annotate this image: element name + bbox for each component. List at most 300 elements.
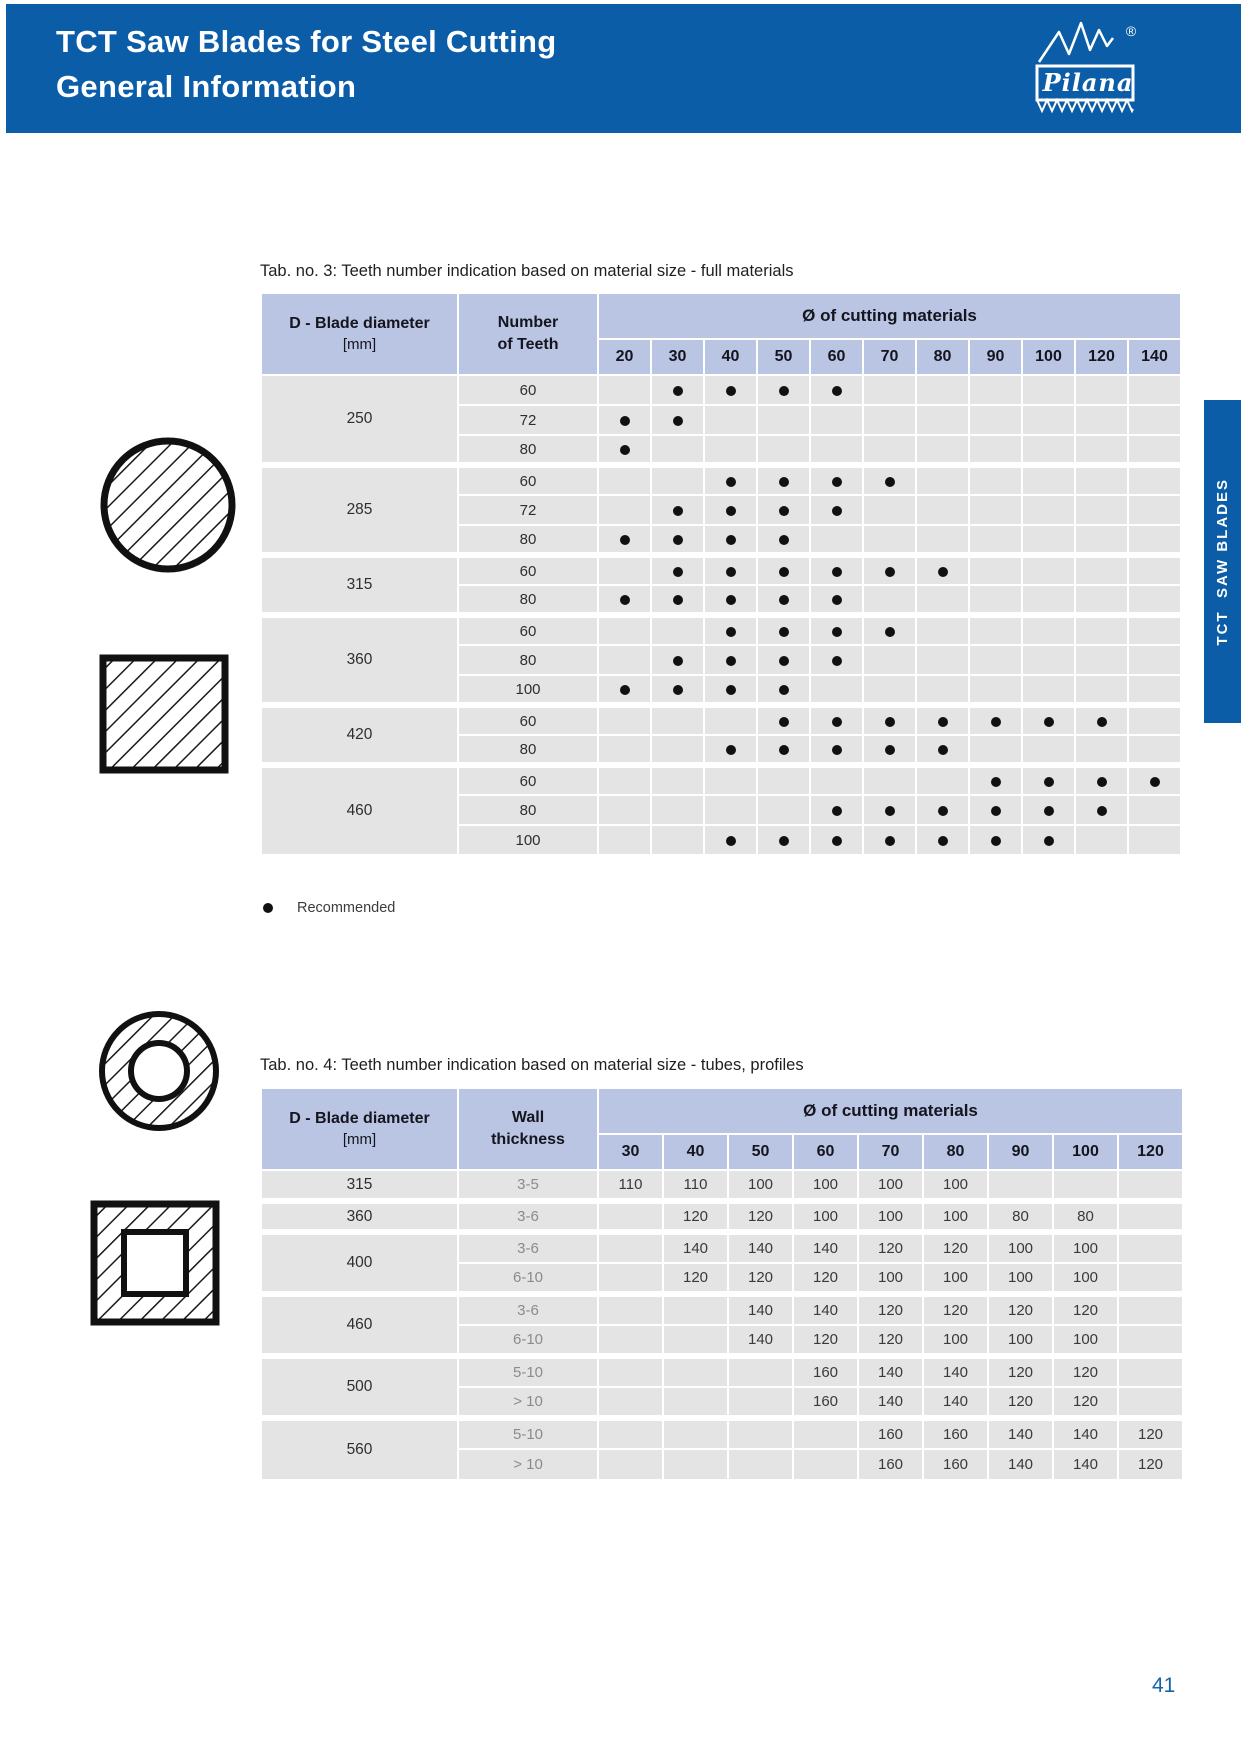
value-cell (1128, 825, 1181, 855)
value-cell (663, 1294, 728, 1325)
table-row (261, 1418, 1183, 1449)
value-cell (793, 1449, 858, 1480)
value-cell (728, 1356, 793, 1387)
value-cell (651, 645, 704, 675)
value-cell (810, 615, 863, 645)
value-cell (1022, 705, 1075, 735)
number-of-teeth-cell: 80 (458, 645, 598, 675)
recommended-dot (832, 386, 842, 396)
value-cell (863, 405, 916, 435)
value-cell (863, 765, 916, 795)
value-cell (969, 705, 1022, 735)
legend-recommended (263, 900, 395, 916)
value-cell (704, 375, 757, 405)
blade-diameter-cell: 500 (261, 1356, 458, 1418)
value-cell (1128, 585, 1181, 615)
number-of-teeth-cell: 60 (458, 555, 598, 585)
side-tab-label: TCT SAW BLADES (1214, 477, 1231, 646)
value-cell (1022, 735, 1075, 765)
value-cell (757, 645, 810, 675)
table-row (261, 1201, 1183, 1232)
value-cell: 120 (728, 1263, 793, 1294)
value-cell (704, 735, 757, 765)
col-header-wall-thickness: Wall thickness (458, 1088, 598, 1170)
table-row (261, 465, 1181, 495)
value-cell (810, 405, 863, 435)
value-cell (863, 465, 916, 495)
value-cell (598, 675, 651, 705)
value-cell (1075, 615, 1128, 645)
recommended-dot (885, 745, 895, 755)
value-cell (598, 405, 651, 435)
value-cell (1075, 495, 1128, 525)
value-cell: 140 (793, 1294, 858, 1325)
value-cell: 120 (858, 1325, 923, 1356)
value-cell: 160 (923, 1418, 988, 1449)
recommended-dot (1150, 777, 1160, 787)
value-cell (598, 525, 651, 555)
recommended-dot (1044, 777, 1054, 787)
table-row (261, 705, 1181, 735)
value-cell (863, 705, 916, 735)
value-cell: 140 (728, 1294, 793, 1325)
recommended-dot (1044, 806, 1054, 816)
blade-diameter-cell: 420 (261, 705, 458, 765)
value-cell (863, 555, 916, 585)
value-cell: 100 (923, 1170, 988, 1201)
legend-label: Recommended (297, 900, 396, 916)
value-cell (1075, 735, 1128, 765)
value-cell (810, 375, 863, 405)
value-cell (757, 435, 810, 465)
value-cell: 100 (1053, 1232, 1118, 1263)
table-row (261, 1170, 1183, 1201)
number-of-teeth-cell: 80 (458, 735, 598, 765)
value-cell (916, 435, 969, 465)
recommended-dot (779, 627, 789, 637)
col-header-50: 50 (757, 339, 810, 375)
value-cell (1075, 555, 1128, 585)
recommended-dot (991, 806, 1001, 816)
blade-diameter-cell: 315 (261, 555, 458, 615)
value-cell (1128, 555, 1181, 585)
number-of-teeth-cell: 60 (458, 615, 598, 645)
value-cell (810, 525, 863, 555)
value-cell (651, 615, 704, 645)
value-cell: 140 (923, 1356, 988, 1387)
recommended-dot (885, 836, 895, 846)
table-row (261, 1294, 1183, 1325)
value-cell (916, 555, 969, 585)
wall-thickness-cell: 5-10 (458, 1418, 598, 1449)
value-cell (1075, 645, 1128, 675)
value-cell (1075, 705, 1128, 735)
blade-diameter-cell: 250 (261, 375, 458, 465)
recommended-dot (673, 567, 683, 577)
wall-thickness-cell: > 10 (458, 1387, 598, 1418)
value-cell (1022, 435, 1075, 465)
value-cell (598, 435, 651, 465)
wall-thickness-cell: 3-5 (458, 1170, 598, 1201)
value-cell (651, 585, 704, 615)
col-header-40: 40 (663, 1134, 728, 1170)
value-cell (969, 465, 1022, 495)
value-cell: 160 (793, 1387, 858, 1418)
value-cell: 160 (923, 1449, 988, 1480)
value-cell (969, 615, 1022, 645)
value-cell (1118, 1232, 1183, 1263)
value-cell (863, 675, 916, 705)
value-cell (1022, 525, 1075, 555)
page-number: 41 (1152, 1674, 1176, 1697)
value-cell: 120 (923, 1294, 988, 1325)
number-of-teeth-cell: 60 (458, 375, 598, 405)
value-cell (598, 1418, 663, 1449)
value-cell (810, 735, 863, 765)
value-cell (598, 705, 651, 735)
value-cell (1128, 495, 1181, 525)
number-of-teeth-cell: 80 (458, 585, 598, 615)
logo-wordmark: Pilana (1042, 68, 1134, 97)
table4-caption: Tab. no. 4: Teeth number indication based on material size - tubes, profiles (260, 1056, 804, 1074)
col-header-50: 50 (728, 1134, 793, 1170)
value-cell: 120 (793, 1325, 858, 1356)
value-cell (651, 675, 704, 705)
value-cell (757, 375, 810, 405)
value-cell (916, 765, 969, 795)
value-cell: 120 (663, 1201, 728, 1232)
value-cell (1075, 585, 1128, 615)
value-cell (704, 825, 757, 855)
recommended-dot (726, 627, 736, 637)
square-bar-icon (98, 653, 230, 775)
value-cell: 120 (988, 1387, 1053, 1418)
value-cell (651, 495, 704, 525)
value-cell (704, 525, 757, 555)
value-cell: 100 (988, 1232, 1053, 1263)
value-cell (810, 825, 863, 855)
recommended-dot (1044, 717, 1054, 727)
value-cell (969, 825, 1022, 855)
value-cell (757, 675, 810, 705)
value-cell (863, 495, 916, 525)
value-cell: 100 (793, 1201, 858, 1232)
value-cell (704, 495, 757, 525)
value-cell (1022, 675, 1075, 705)
recommended-dot (1097, 777, 1107, 787)
value-cell: 140 (858, 1356, 923, 1387)
recommended-dot (938, 836, 948, 846)
value-cell: 120 (858, 1232, 923, 1263)
value-cell (598, 495, 651, 525)
number-of-teeth-cell: 60 (458, 765, 598, 795)
blade-diameter-cell: 460 (261, 1294, 458, 1356)
blade-diameter-cell: 315 (261, 1170, 458, 1201)
value-cell (1075, 525, 1128, 555)
value-cell (598, 1201, 663, 1232)
value-cell (704, 555, 757, 585)
recommended-dot (779, 535, 789, 545)
value-cell (916, 705, 969, 735)
value-cell: 120 (1053, 1356, 1118, 1387)
table-row (261, 1356, 1183, 1387)
wall-thickness-cell: 3-6 (458, 1232, 598, 1263)
value-cell (1022, 375, 1075, 405)
recommended-dot (726, 836, 736, 846)
value-cell: 100 (988, 1325, 1053, 1356)
value-cell (1022, 555, 1075, 585)
table-row (261, 1232, 1183, 1263)
col-header-70: 70 (858, 1134, 923, 1170)
value-cell (1118, 1170, 1183, 1201)
value-cell (988, 1170, 1053, 1201)
value-cell (916, 405, 969, 435)
recommended-dot (832, 717, 842, 727)
col-header-number-of-teeth: Number of Teeth (458, 293, 598, 375)
number-of-teeth-cell: 80 (458, 435, 598, 465)
value-cell (863, 795, 916, 825)
value-cell (1022, 615, 1075, 645)
number-of-teeth-cell: 80 (458, 525, 598, 555)
value-cell: 140 (858, 1387, 923, 1418)
recommended-dot (938, 717, 948, 727)
value-cell (1075, 465, 1128, 495)
wall-thickness-cell: 3-6 (458, 1294, 598, 1325)
wall-thickness-cell: > 10 (458, 1449, 598, 1480)
value-cell: 80 (1053, 1201, 1118, 1232)
title-line-2: General Information (56, 69, 357, 104)
value-cell (916, 495, 969, 525)
value-cell (863, 525, 916, 555)
value-cell (704, 795, 757, 825)
value-cell (651, 705, 704, 735)
value-cell (810, 765, 863, 795)
value-cell (1022, 765, 1075, 795)
value-cell (969, 495, 1022, 525)
value-cell (598, 765, 651, 795)
value-cell (757, 585, 810, 615)
value-cell (916, 525, 969, 555)
teeth-number-full-materials-table (260, 292, 1182, 856)
value-cell (598, 645, 651, 675)
value-cell: 140 (923, 1387, 988, 1418)
value-cell: 140 (988, 1449, 1053, 1480)
value-cell: 100 (1053, 1325, 1118, 1356)
value-cell (1128, 435, 1181, 465)
col-header-80: 80 (916, 339, 969, 375)
recommended-dot (779, 717, 789, 727)
value-cell (757, 555, 810, 585)
number-of-teeth-cell: 60 (458, 465, 598, 495)
recommended-dot (779, 745, 789, 755)
recommended-dot (726, 386, 736, 396)
number-of-teeth-cell: 100 (458, 825, 598, 855)
value-cell (1128, 615, 1181, 645)
value-cell: 140 (988, 1418, 1053, 1449)
table4-wrap (260, 1087, 1184, 1481)
value-cell: 110 (663, 1170, 728, 1201)
value-cell (1118, 1294, 1183, 1325)
value-cell (757, 525, 810, 555)
value-cell (1053, 1170, 1118, 1201)
value-cell (663, 1387, 728, 1418)
recommended-dot (885, 567, 895, 577)
value-cell (663, 1418, 728, 1449)
col-header-140: 140 (1128, 339, 1181, 375)
blade-diameter-cell: 360 (261, 1201, 458, 1232)
value-cell (598, 585, 651, 615)
value-cell (704, 615, 757, 645)
value-cell: 140 (1053, 1449, 1118, 1480)
value-cell: 120 (988, 1356, 1053, 1387)
value-cell (1118, 1325, 1183, 1356)
col-header-30: 30 (598, 1134, 663, 1170)
col-header-120: 120 (1075, 339, 1128, 375)
recommended-dot (620, 685, 630, 695)
value-cell (1128, 405, 1181, 435)
value-cell: 100 (858, 1201, 923, 1232)
value-cell (1022, 645, 1075, 675)
table-row (261, 765, 1181, 795)
col-header-70: 70 (863, 339, 916, 375)
value-cell (598, 1294, 663, 1325)
value-cell (916, 615, 969, 645)
recommended-dot (620, 445, 630, 455)
value-cell: 120 (1118, 1418, 1183, 1449)
value-cell (1118, 1201, 1183, 1232)
recommended-dot (726, 745, 736, 755)
value-cell (863, 585, 916, 615)
value-cell: 100 (858, 1263, 923, 1294)
recommended-dot (673, 685, 683, 695)
recommended-dot (620, 535, 630, 545)
recommended-dot (832, 745, 842, 755)
value-cell: 120 (858, 1294, 923, 1325)
value-cell (651, 525, 704, 555)
value-cell: 100 (988, 1263, 1053, 1294)
number-of-teeth-cell: 80 (458, 795, 598, 825)
value-cell (1075, 765, 1128, 795)
value-cell: 140 (728, 1232, 793, 1263)
value-cell (598, 795, 651, 825)
recommended-dot (938, 806, 948, 816)
recommended-dot (726, 656, 736, 666)
value-cell (916, 795, 969, 825)
number-of-teeth-cell: 100 (458, 675, 598, 705)
value-cell (1128, 795, 1181, 825)
col-header-60: 60 (793, 1134, 858, 1170)
wall-thickness-cell: 6-10 (458, 1263, 598, 1294)
recommended-dot (1097, 717, 1107, 727)
value-cell (916, 585, 969, 615)
blade-diameter-cell: 560 (261, 1418, 458, 1480)
value-cell (810, 585, 863, 615)
recommended-dot (991, 836, 1001, 846)
recommended-dot (991, 717, 1001, 727)
value-cell (1128, 465, 1181, 495)
value-cell: 100 (793, 1170, 858, 1201)
value-cell (916, 375, 969, 405)
col-header-120: 120 (1118, 1134, 1183, 1170)
value-cell: 120 (793, 1263, 858, 1294)
number-of-teeth-cell: 72 (458, 405, 598, 435)
table-row (261, 375, 1181, 405)
value-cell (1118, 1263, 1183, 1294)
value-cell (810, 675, 863, 705)
col-header-80: 80 (923, 1134, 988, 1170)
value-cell (704, 765, 757, 795)
col-header-30: 30 (651, 339, 704, 375)
value-cell (704, 585, 757, 615)
value-cell (969, 435, 1022, 465)
value-cell (969, 405, 1022, 435)
blade-diameter-cell: 400 (261, 1232, 458, 1294)
value-cell (598, 375, 651, 405)
col-header-90: 90 (969, 339, 1022, 375)
value-cell (1118, 1387, 1183, 1418)
value-cell (1022, 795, 1075, 825)
recommended-dot (673, 386, 683, 396)
value-cell: 100 (1053, 1263, 1118, 1294)
value-cell: 140 (793, 1232, 858, 1263)
value-cell: 140 (663, 1232, 728, 1263)
number-of-teeth-cell: 72 (458, 495, 598, 525)
square-tube-icon (90, 1200, 220, 1326)
value-cell (1022, 585, 1075, 615)
value-cell (651, 825, 704, 855)
col-header-20: 20 (598, 339, 651, 375)
value-cell (1075, 405, 1128, 435)
value-cell (757, 705, 810, 735)
col-header-blade-diameter: D - Blade diameter [mm] (261, 1088, 458, 1170)
value-cell (757, 495, 810, 525)
value-cell (969, 375, 1022, 405)
value-cell (728, 1387, 793, 1418)
value-cell: 100 (858, 1170, 923, 1201)
value-cell (863, 825, 916, 855)
value-cell (757, 615, 810, 645)
recommended-dot (938, 745, 948, 755)
value-cell (598, 1325, 663, 1356)
value-cell (1075, 825, 1128, 855)
value-cell (916, 465, 969, 495)
recommended-dot (779, 477, 789, 487)
value-cell (969, 525, 1022, 555)
value-cell: 120 (1053, 1387, 1118, 1418)
recommended-dot (832, 627, 842, 637)
recommended-dot (620, 416, 630, 426)
value-cell: 160 (858, 1449, 923, 1480)
value-cell (598, 615, 651, 645)
recommended-dot (832, 595, 842, 605)
value-cell (651, 555, 704, 585)
value-cell (651, 795, 704, 825)
value-cell (969, 765, 1022, 795)
value-cell: 100 (923, 1325, 988, 1356)
value-cell (663, 1325, 728, 1356)
value-cell (598, 465, 651, 495)
value-cell (916, 735, 969, 765)
value-cell (863, 435, 916, 465)
recommended-dot (832, 477, 842, 487)
value-cell (1075, 435, 1128, 465)
value-cell (969, 645, 1022, 675)
recommended-dot (1044, 836, 1054, 846)
value-cell (598, 1387, 663, 1418)
recommended-dot (726, 506, 736, 516)
wall-thickness-cell: 3-6 (458, 1201, 598, 1232)
value-cell (810, 645, 863, 675)
